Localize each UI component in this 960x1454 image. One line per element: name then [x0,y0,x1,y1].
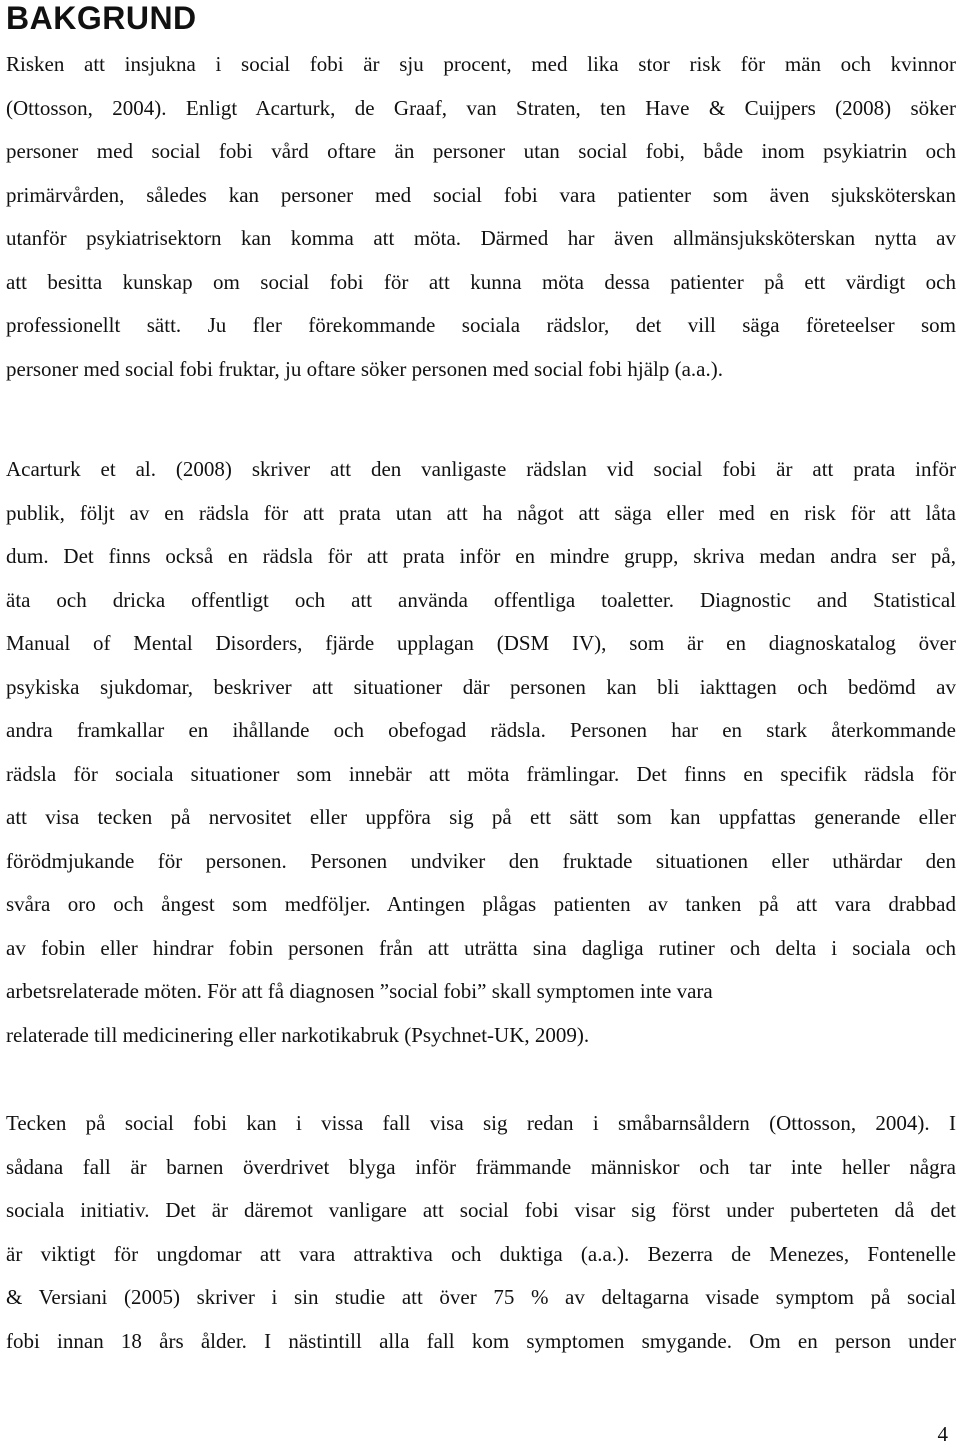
text-line: förödmjukande för personen. Personen undviker den fruktade situationen eller uthärdar den [6,848,956,873]
text-line: rädsla för sociala situationer som innebär att möta främlingar. Det finns en specifik rädsla för [6,761,956,786]
text-line: svåra oro och ångest som medföljer. Antingen plågas patienten av tanken på att vara drabbad [6,892,956,916]
text-line: Acarturk et al. (2008) skriver att den vanligaste rädslan vid social fobi är att prata inför [6,457,956,481]
text-line: andra framkallar en ihållande och obefogad rädsla. Personen har en stark återkommande [6,718,956,742]
text-line: personer med social fobi vård oftare än personer utan social fobi, både inom psykiatrin och [6,139,956,163]
text-line: & Versiani (2005) skriver i sin studie att över 75 % av deltagarna visade symptom på social [6,1285,956,1309]
text-line: relaterade till medicinering eller narkotikabruk (Psychnet-UK, 2009). [6,1022,590,1047]
text-line: äta och dricka offentligt och att använda offentliga toaletter. Diagnostic and Statistical [6,587,956,612]
text-line: utanför psykiatrisektorn kan komma att möta. Därmed har även allmänsjuksköterskan nytta av [6,226,956,250]
text-line: psykiska sjukdomar, beskriver att situationer där personen kan bli iakttagen och bedömd av [6,674,956,699]
text-line: (Ottosson, 2004). Enligt Acarturk, de Graaf, van Straten, ten Have & Cuijpers (2008) söker [6,95,956,120]
text-line: primärvården, således kan personer med social fobi vara patienter som även sjuksköterskan [6,182,956,207]
text-line: sociala initiativ. Det är däremot vanligare att social fobi visar sig först under puberteten då det [6,1198,956,1222]
text-line: är viktigt för ungdomar att vara attraktiva och duktiga (a.a.). Bezerra de Menezes, Fontenelle [6,1241,956,1266]
page-number: 4 [937,1422,948,1446]
paragraph-1 [6,43,956,391]
text-line: publik, följt av en rädsla för att prata utan att ha något att säga eller med en risk för att låta [6,500,956,525]
text-line: arbetsrelaterade möten. För att få diagnosen ”social fobi” skall symptomen inte vara [6,979,713,1003]
text-line: dum. Det finns också en rädsla för att prata inför en mindre grupp, skriva medan andra ser på, [6,544,956,568]
paragraph-2 [6,448,956,1057]
text-line: fobi innan 18 års ålder. I nästintill alla fall kom symptomen smygande. Om en person under [6,1328,956,1353]
text-line: personer med social fobi fruktar, ju oftare söker personen med social fobi hjälp (a.a.). [6,356,723,381]
text-line: Manual of Mental Disorders, fjärde upplagan (DSM IV), som är en diagnoskatalog över [6,631,956,655]
paragraph-3 [6,1102,956,1363]
section-heading: BAKGRUND [6,0,197,36]
text-line: Risken att insjukna i social fobi är sju procent, med lika stor risk för män och kvinnor [6,52,956,76]
text-line: att visa tecken på nervositet eller uppföra sig på ett sätt som kan uppfattas generande eller [6,805,956,829]
text-line: av fobin eller hindrar fobin personen från att uträtta sina dagliga rutiner och delta i sociala och [6,935,956,960]
text-line: sådana fall är barnen överdrivet blyga inför främmande människor och tar inte heller några [6,1154,956,1179]
text-line: Tecken på social fobi kan i vissa fall visa sig redan i småbarnsåldern (Ottosson, 2004). I [6,1111,956,1135]
text-line: professionellt sätt. Ju fler förekommande sociala rädslor, det vill säga företeelser som [6,313,956,337]
text-line: att besitta kunskap om social fobi för att kunna möta dessa patienter på ett värdigt och [6,269,956,294]
